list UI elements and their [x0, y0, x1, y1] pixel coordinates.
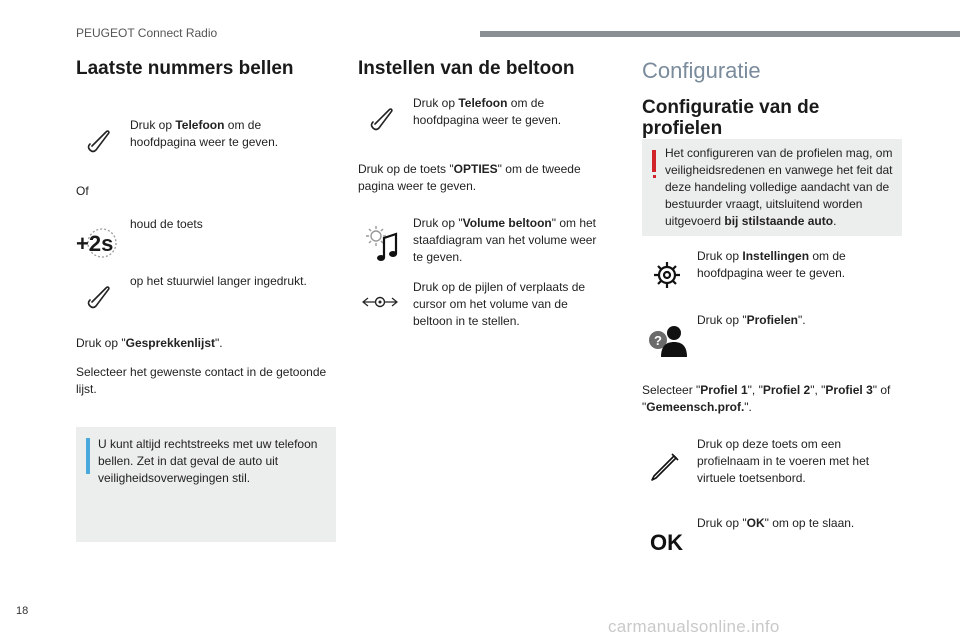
watermark: carmanualsonline.info [608, 617, 780, 636]
col1-step5-text: Selecteer het gewenste contact in de getoonde lijst. [76, 365, 327, 396]
long-press-badge: +2s [76, 231, 114, 256]
heading-laatste-nummers: Laatste nummers bellen [76, 58, 294, 79]
running-header-title: PEUGEOT Connect Radio [76, 26, 218, 40]
ok-icon: OK [650, 530, 683, 555]
col1-step3-text: op het stuurwiel langer ingedrukt. [130, 274, 307, 288]
col1-step2-text: houd de toets [130, 217, 203, 231]
info-note-bar [86, 438, 90, 474]
header-bar [480, 31, 960, 37]
heading-configuratie-profielen: Configuratie van de profielen [642, 97, 820, 139]
phone-handset-icon [86, 284, 112, 310]
warning-note-dot [653, 175, 656, 178]
profile-user-icon [646, 320, 688, 358]
col3-step2-text: Druk op "Profielen". [697, 313, 806, 327]
settings-music-note-icon [364, 224, 402, 264]
gear-settings-icon [652, 260, 682, 290]
phone-handset-icon [86, 128, 112, 154]
pencil-edit-icon [648, 448, 680, 482]
col2-step3-text: Druk op "Volume beltoon" om het staafdiagram van het volume weer te geven. [413, 216, 597, 264]
phone-handset-icon [369, 106, 395, 132]
col2-step1-text: Druk op Telefoon om de hoofdpagina weer te geven. [413, 96, 562, 127]
col3-step1-text: Druk op Instellingen om de hoofdpagina weer te geven. [697, 249, 846, 280]
long-press-2s-icon [76, 226, 120, 260]
col2-step2-text: Druk op de toets "OPTIES" om de tweede pagina weer te geven. [358, 162, 581, 193]
col1-step4-text: Druk op "Gesprekkenlijst". [76, 336, 223, 350]
col2-step4-text: Druk op de pijlen of verplaats de cursor om het volume van de beltoon in te stellen. [413, 280, 586, 328]
col1-step1-text: Druk op Telefoon om de hoofdpagina weer te geven. [130, 118, 279, 149]
col3-step3-text: Selecteer "Profiel 1", "Profiel 2", "Profiel 3" of "Gemeensch.prof.". [642, 383, 891, 414]
slider-arrows-icon [360, 294, 400, 310]
info-note-box [76, 427, 336, 542]
warning-note-text: Het configureren van de profielen mag, om veiligheidsredenen en vanwege het feit dat deze handeling volledige aandacht van de bestuurder vraagt, uitsluitend worden uitgevoerd bij stilstaande auto. [665, 146, 893, 228]
info-note-text: U kunt altijd rechtstreeks met uw telefoon bellen. Zet in dat geval de auto uit veiligheidsoverwegingen stil. [98, 437, 318, 485]
svg-text:?: ? [654, 333, 662, 348]
col3-step5-text: Druk op "OK" om op te slaan. [697, 516, 855, 530]
page-number: 18 [16, 605, 29, 617]
heading-instellen-beltoon: Instellen van de beltoon [358, 58, 575, 79]
or-text: Of [76, 184, 89, 198]
col3-step4-text: Druk op deze toets om een profielnaam in te voeren met het virtuele toetsenbord. [697, 437, 870, 485]
warning-note-bar [652, 150, 656, 172]
section-title-configuratie: Configuratie [642, 58, 761, 83]
warning-note-box [642, 139, 902, 236]
